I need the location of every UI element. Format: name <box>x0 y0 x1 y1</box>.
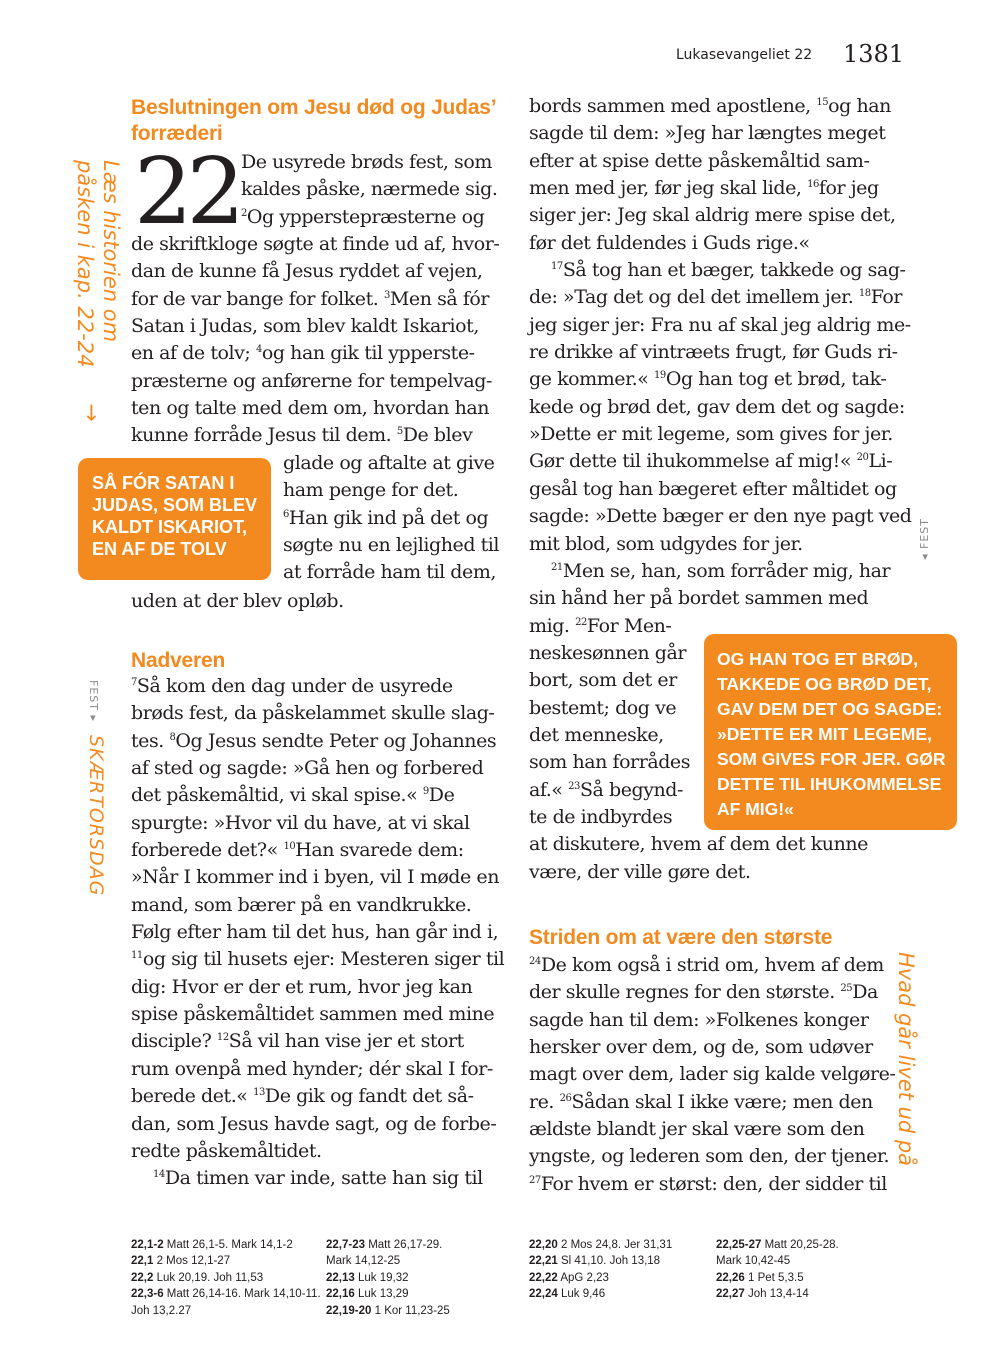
text-block-2b: $^{24}$De kom også i strid om, hvem af dem der skulle regnes for den største. $^{25}$Da sagde han til dem: »Folkenes konger hersker over dem, og de, som udøver magt over dem, lader sig kalde velgøre- re. $^{26}$Sådan skal I ikke være; men den ældste blandt jer skal være som den yngste, og lederen som den, der tjener. $^{27}$For hvem er størst: den, der sidder til <box>529 954 896 1195</box>
arrow-down-icon: → <box>78 403 104 422</box>
triangle-left-icon: ◂ <box>918 553 931 560</box>
triangle-right-icon: ▸ <box>87 715 100 723</box>
chapter-number: 22 <box>134 138 240 245</box>
text-block-1e: $^7$Så kom den dag under de usyrede brøds fest, da påskelammet skulle slag- tes. $^8$Og Jesus sendte Peter og Johannes af sted og sagde: »Gå hen og forbered det påskemåltid, vi skal spise.« $^9$De spurgte: »Hvor vil du have, at vi skal forberede det?« $^{10}$Han svarede dem: »Når I kommer ind i byen, vil I møde en mand, som bærer på en vandkrukke. Følg efter ham til det hus, han går ind i, $^{11}$og sig til husets ejer: Mesteren siger til dig: Hvor er der et rum, hvor jeg kan spise påskemåltidet sammen med mine disciple? $^{12}$Så vil han vise jer et stort rum ovenpå med hynder; dér skal I for- berede det.« $^{13}$De gik og fandt det så- dan, som Jesus havde sagt, og de forbe- redte påskemåltidet. $^{14}$Da timen var inde, satte han sig til <box>131 675 505 1190</box>
cross-references-col1: 22,1-2 Matt 26,1-5. Mark 14,1-2 22,1 2 Mos 12,1-27 22,2 Luk 20,19. Joh 11,53 22,3-6 Matt 26,14-16. Mark 14,10-11. Joh 13,2.27 <box>131 1239 321 1317</box>
text-block-1d: uden at der blev opløb. <box>131 590 344 612</box>
page-number: 1381 <box>843 40 905 68</box>
fest-marker-left: FEST ▸ <box>87 680 100 723</box>
handwritten-skaertorsdag: SKÆRTORSDAG <box>85 735 107 897</box>
pull-quote-satan: SÅ FÓR SATAN I JUDAS, SOM BLEV KALDT ISKARIOT, EN AF DE TOLV <box>78 458 271 580</box>
section-heading-nadveren: Nadveren <box>131 649 226 672</box>
pull-quote-bread: OG HAN TOG ET BRØD, TAKKEDE OG BRØD DET, GAV DEM DET OG SAGDE: »DETTE ER MIT LEGEME, SOM GIVES FOR JER. GØR DETTE TIL IHUKOMMELSE AF MIG!« <box>704 634 957 830</box>
cross-references-col3: 22,20 2 Mos 24,8. Jer 31,31 22,21 Sl 41,10. Joh 13,18 22,22 ApG 2,23 22,24 Luk 9,46 <box>529 1239 673 1301</box>
section-heading-betrayal: Beslutningen om Jesu død og Judas’ forræderi <box>131 96 497 145</box>
cross-references-col4: 22,25-27 Matt 20,25-28. Mark 10,42-45 22,26 1 Pet 5,3.5 22,27 Joh 13,4-14 <box>716 1239 839 1301</box>
handwritten-note-life: Hvad går livet ud på <box>894 952 918 1167</box>
text-block-1a: De usyrede brøds fest, som kaldes påske, nærmede sig. $^2$Og ypperstepræsterne og <box>241 151 498 228</box>
text-block-1b: de skriftkloge søgte at finde ud af, hvor- dan de kunne få Jesus ryddet af vejen, for de var bange for folket. $^3$Men så fór Satan i Judas, som blev kaldt Iskariot, en af de tolv; $^4$og han gik til ypperste- præsterne og anførerne for tempelvag- ten og talte med dem om, hvordan han kunne forråde Jesus til dem. $^5$De blev <box>131 233 500 447</box>
text-block-1c: glade og aftalte at give ham penge for det. $^6$Han gik ind på det og søgte nu en lejlighed til at forråde ham til dem, <box>283 452 500 584</box>
section-heading-strife: Striden om at være den største <box>529 926 833 949</box>
cross-references-col2: 22,7-23 Matt 26,17-29. Mark 14,12-25 22,13 Luk 19,32 22,16 Luk 13,29 22,19-20 1 Kor 11,23-25 <box>326 1239 450 1317</box>
fest-marker-right: ◂ FEST <box>918 517 931 560</box>
handwritten-note-read-story: Læs historien om påsken i kap. 22-24 <box>73 160 123 368</box>
text-block-2a: bords sammen med apostlene, $^{15}$og han sagde til dem: »Jeg har længtes meget efter at spise dette påskemåltid sam- men med jer, før jeg skal lide, $^{16}$for jeg siger jer: Jeg skal aldrig mere spise det, før det fuldendes i Guds rige.« $^{17}$Så tog han et bæger, takkede og sag- de: »Tag det og del det imellem jer. $^{18}$For jeg siger jer: Fra nu af skal jeg aldrig me- re drikke af vintræets frugt, før Guds ri- ge kommer.« $^{19}$Og han tog et brød, tak- kede og brød det, gav dem det og sagde: »Dette er mit legeme, som gives for jer. Gør dette til ihukommelse af mig!« $^{20}$Li- gesål tog han bægeret efter måltidet og sagde: »Dette bæger er den nye pagt ved mit blod, som udgydes for jer. $^{21}$Men se, han, som forråder mig, har sin hånd her på bordet sammen med mig. $^{22}$For Men- neskesønnen går bort, som det er bestemt; dog ve det menneske, som han forrådes af.« $^{23}$Så begynd- te de indbyrdes at diskutere, hvem af dem det kunne være, der ville gøre det. <box>529 95 912 883</box>
running-title: Lukasevangeliet 22 <box>676 47 813 63</box>
